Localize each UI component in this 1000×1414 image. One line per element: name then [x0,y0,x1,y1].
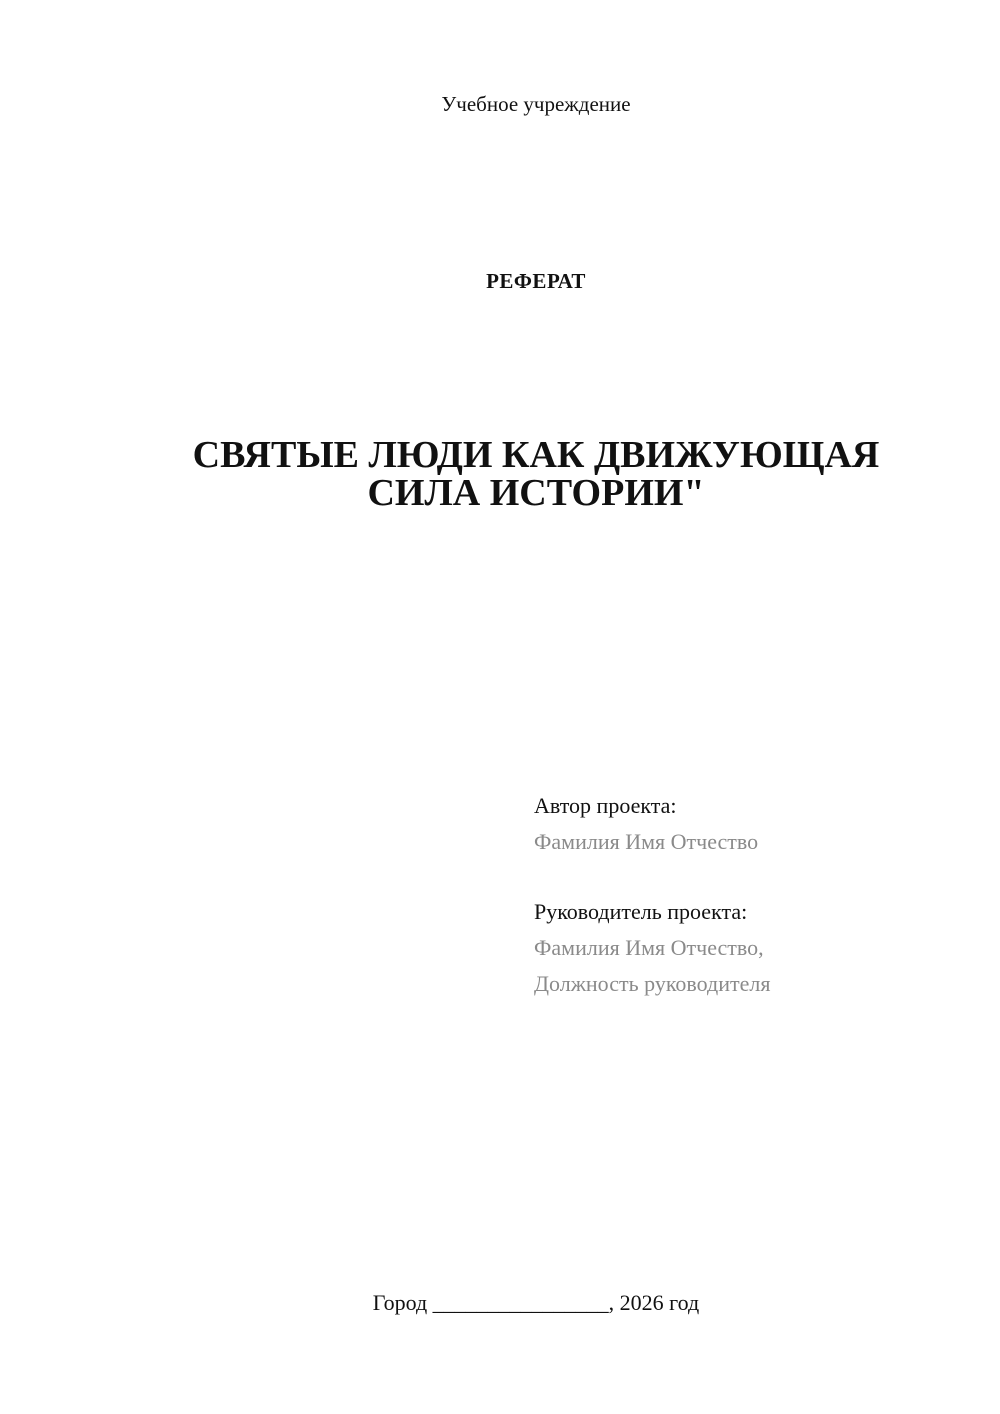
author-name-placeholder: Фамилия Имя Отчество [534,829,759,854]
document-type: РЕФЕРАТ [486,269,586,293]
document-title-line-2: СИЛА ИСТОРИИ" [367,472,705,514]
institution-name: Учебное учреждение [441,92,631,116]
supervisor-name-placeholder: Фамилия Имя Отчество, [534,935,764,960]
supervisor-label: Руководитель проекта: [534,899,748,924]
supervisor-position-placeholder: Должность руководителя [534,971,771,996]
credits-spacer [534,860,770,894]
credits-block [534,788,770,1002]
city-year-line: Город ________________, 2026 год [372,1290,700,1315]
document-title [0,436,1000,512]
document-title-line-1: СВЯТЫЕ ЛЮДИ КАК ДВИЖУЮЩАЯ [192,434,880,476]
author-label: Автор проекта: [534,793,677,818]
